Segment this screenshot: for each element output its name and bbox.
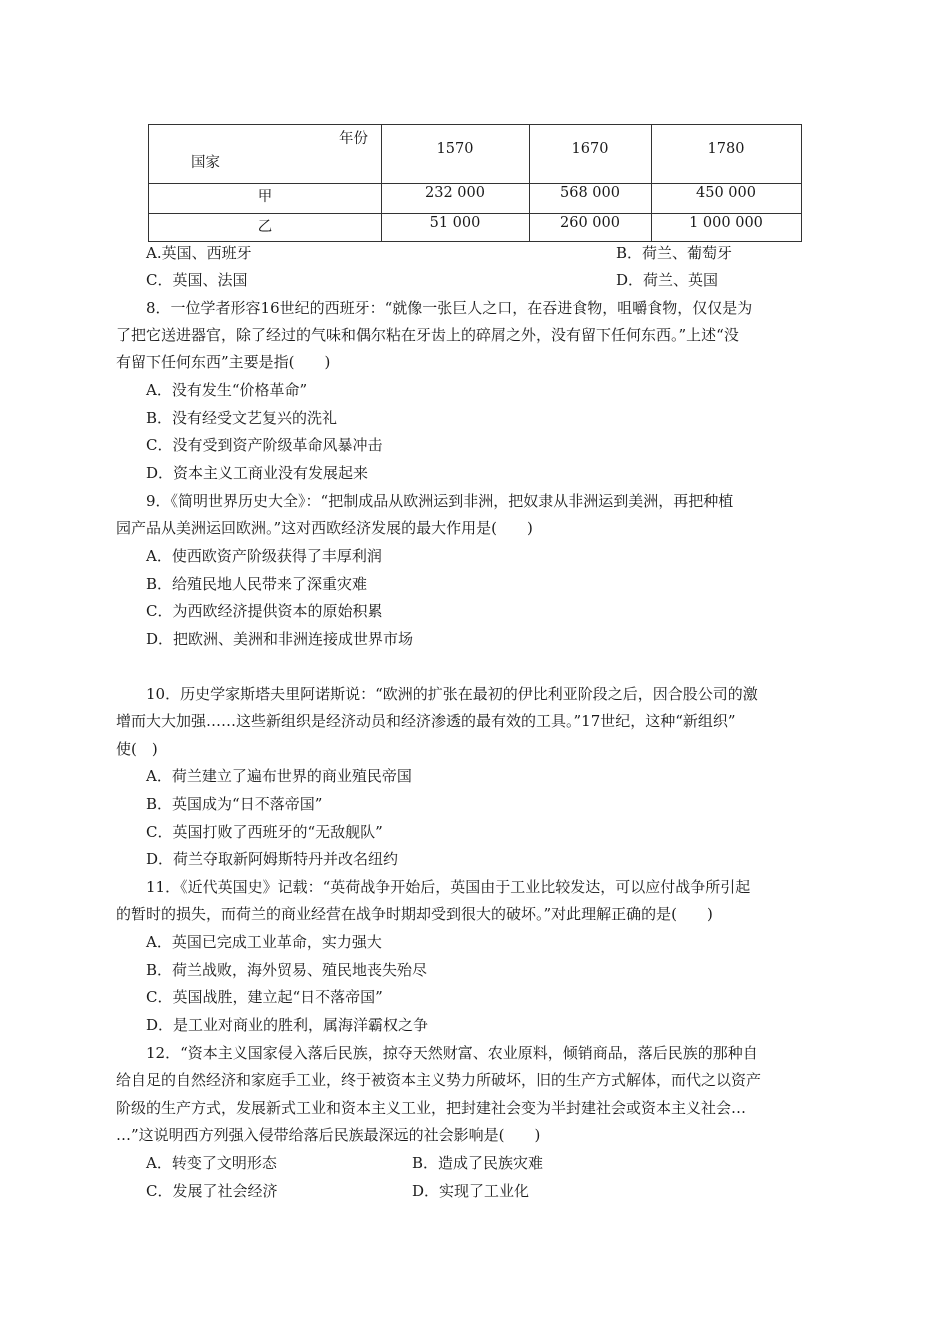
q12-option-b: B．造成了民族灾难 [412, 1154, 544, 1172]
cell-value: 1 000 000 [689, 215, 763, 231]
q11-stem-line1: 11．《近代英国史》记载：“英荷战争开始后，英国由于工业比较发达，可以应付战争所引起 [146, 878, 751, 896]
header-year-label: 年份 [339, 131, 368, 147]
q9-stem-line2: 园产品从美洲运回欧洲。”这对西欧经济发展的最大作用是( ) [116, 519, 533, 537]
population-table [148, 124, 802, 242]
header-year-1570: 1570 [436, 141, 474, 157]
q8-option-b: B．没有经受文艺复兴的洗礼 [146, 409, 338, 427]
q12-stem-line4: …”这说明西方列强入侵带给落后民族最深远的社会影响是( ) [116, 1126, 541, 1144]
cell-value: 51 000 [429, 215, 481, 231]
row-country-yi: 乙 [257, 219, 273, 235]
cell-value: 450 000 [696, 185, 756, 201]
q7-option-d: D．荷兰、英国 [616, 271, 719, 289]
q8-option-c: C．没有受到资产阶级革命风暴冲击 [146, 436, 383, 454]
table-divider [149, 213, 801, 214]
q10-option-b: B．英国成为“日不落帝国” [146, 795, 323, 813]
q10-stem-line3: 使( ) [116, 740, 158, 758]
q10-stem-line1: 10．历史学家斯塔夫里阿诺斯说：“欧洲的扩张在最初的伊比利亚阶段之后，因合股公司的激 [146, 685, 758, 703]
q7-option-a: A.英国、西班牙 [146, 244, 252, 262]
q10-option-d: D．荷兰夺取新阿姆斯特丹并改名纽约 [146, 850, 399, 868]
q12-option-a: A．转变了文明形态 [146, 1154, 277, 1172]
q11-option-b: B．荷兰战败，海外贸易、殖民地丧失殆尽 [146, 961, 428, 979]
q8-stem-line1: 8．一位学者形容16世纪的西班牙：“就像一张巨人之口，在吞进食物，咀嚼食物，仅仅是为 [146, 299, 753, 317]
cell-value: 568 000 [560, 185, 620, 201]
header-year-1670: 1670 [571, 141, 609, 157]
q12-option-c: C．发展了社会经济 [146, 1182, 278, 1200]
q8-stem-line3: 有留下任何东西”主要是指( ) [116, 353, 331, 371]
q9-option-b: B．给殖民地人民带来了深重灾难 [146, 575, 368, 593]
table-divider [149, 183, 801, 184]
q8-option-a: A．没有发生“价格革命” [146, 381, 308, 399]
q9-stem-line1: 9．《简明世界历史大全》：“把制成品从欧洲运到非洲，把奴隶从非洲运到美洲，再把种植 [146, 492, 734, 510]
q9-option-d: D．把欧洲、美洲和非洲连接成世界市场 [146, 630, 414, 648]
q12-stem-line1: 12．“资本主义国家侵入落后民族，掠夺天然财富、农业原料，倾销商品，落后民族的那种自 [146, 1044, 758, 1062]
header-country-label: 国家 [191, 155, 220, 171]
q7-option-c: C．英国、法国 [146, 271, 248, 289]
q12-option-d: D．实现了工业化 [412, 1182, 530, 1200]
q11-stem-line2: 的暂时的损失，而荷兰的商业经营在战争时期却受到很大的破坏。”对此理解正确的是( ) [116, 905, 713, 923]
q12-stem-line3: 阶级的生产方式，发展新式工业和资本主义工业，把封建社会变为半封建社会或资本主义社会… [116, 1099, 747, 1117]
q12-stem-line2: 给自足的自然经济和家庭手工业，终于被资本主义势力所破坏，旧的生产方式解体，而代之以资产 [116, 1071, 762, 1089]
q10-stem-line2: 增而大大加强……这些新组织是经济动员和经济渗透的最有效的工具。”17世纪，这种“新组织” [116, 712, 736, 730]
q11-option-c: C．英国战胜，建立起“日不落帝国” [146, 988, 383, 1006]
q10-option-c: C．英国打败了西班牙的“无敌舰队” [146, 823, 383, 841]
q11-option-a: A．英国已完成工业革命，实力强大 [146, 933, 382, 951]
q9-option-c: C．为西欧经济提供资本的原始积累 [146, 602, 383, 620]
cell-value: 232 000 [425, 185, 485, 201]
q11-option-d: D．是工业对商业的胜利，属海洋霸权之争 [146, 1016, 429, 1034]
q8-stem-line2: 了把它送进器官，除了经过的气味和偶尔粘在牙齿上的碎屑之外，没有留下任何东西。”上述“没 [116, 326, 739, 344]
row-country-jia: 甲 [257, 189, 273, 205]
q9-option-a: A．使西欧资产阶级获得了丰厚利润 [146, 547, 382, 565]
q7-option-b: B．荷兰、葡萄牙 [616, 244, 733, 262]
cell-value: 260 000 [560, 215, 620, 231]
header-year-1780: 1780 [707, 141, 745, 157]
q8-option-d: D．资本主义工商业没有发展起来 [146, 464, 369, 482]
q10-option-a: A．荷兰建立了遍布世界的商业殖民帝国 [146, 767, 412, 785]
